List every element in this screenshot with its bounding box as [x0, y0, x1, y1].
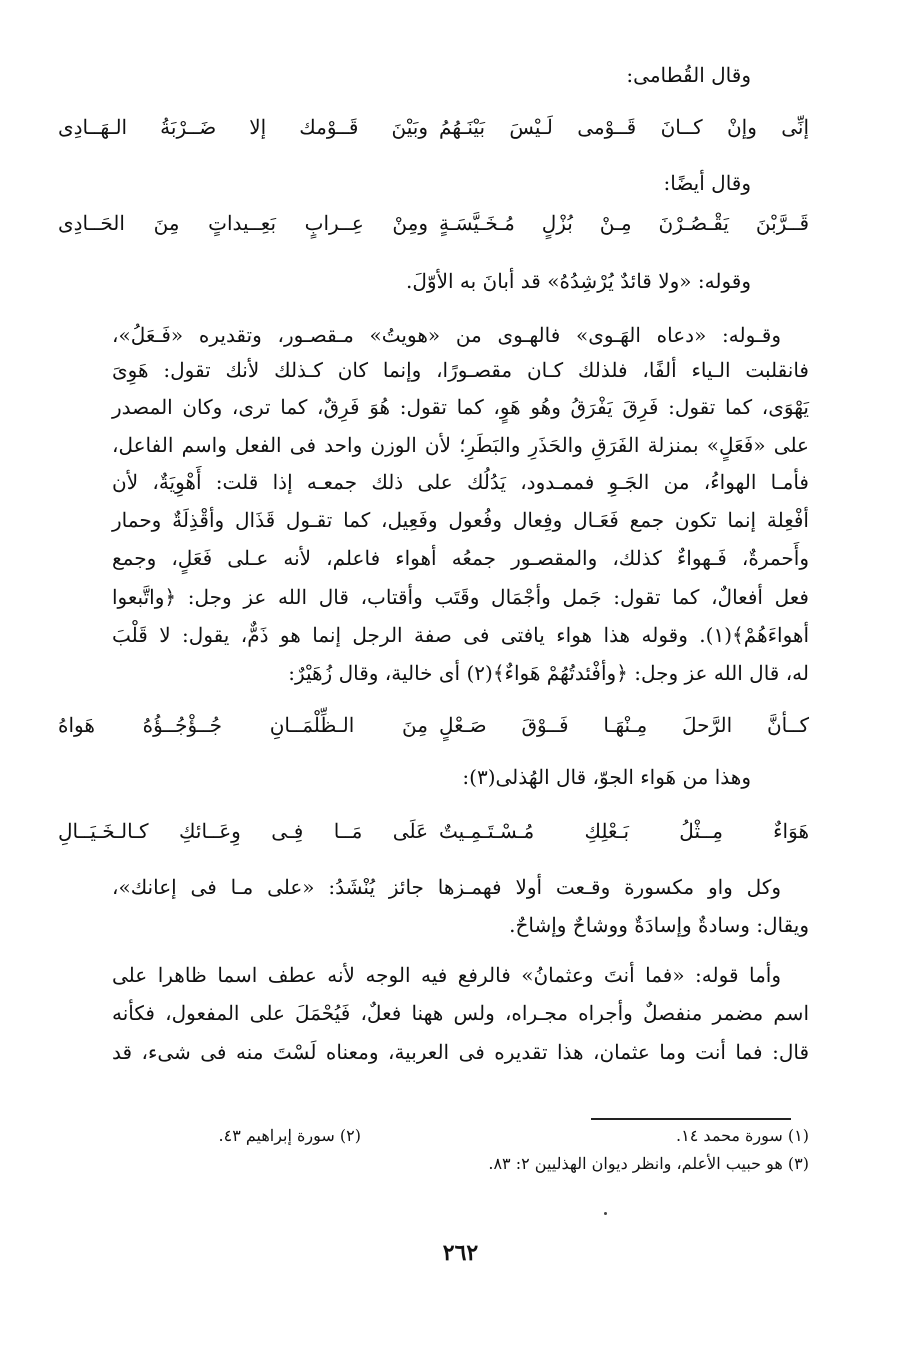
text-line: قال: فما أنت وما عثمان، هذا تقديره فى العربية، ومعناه لَسْتَ منه فى شىء، قد	[112, 1040, 809, 1064]
footnote: (٣) هو حبيب الأعلم، وانظر ديوان الهذليين ٢: ٨٣.	[488, 1154, 809, 1173]
verse-hemistich-second: ومِنْ عِــرابٍ بَعِــيداتٍ مِنَ الحَــادِى	[58, 211, 428, 235]
text-line: وكل واو مكسورة وقـعت أولا فهمـزها جائز يُنْشَدُ: «على مـا فى إعانك»،	[112, 875, 781, 899]
text-line: وقوله: «ولا قائدٌ يُرْشِدُهُ» قد أبانَ به الأوّلَ.	[406, 269, 751, 293]
verse-hemistich-first: كــأنَّ الرَّحلَ مِـنْهَـا فَــوْقَ صَـعْلٍ	[439, 713, 809, 737]
verse-hemistich-first: إنِّى وإنْ كــانَ قَــوْمى لَـيْسَ بَيْنَـهُمُ	[439, 115, 809, 139]
text-line: وهذا من هَواء الجوّ، قال الهُذلى(٣):	[462, 765, 751, 789]
text-line: له، قال الله عز وجل: ﴿وأفْئدتُهُمْ هَواءٌ﴾(٢) أى خالية، وقال زُهَيْرٌ:	[288, 661, 809, 685]
text-line: أفْعِلة إنما تكون جمع فَعَـال وفِعال وفُعول وفَعِيل، كما تقـول قَذَال وأقْذِلَةٌ وحمار	[112, 508, 809, 532]
text-line: أهواءَهُمْ﴾(١). وقوله هذا هواء يافتى فى صفة الرجل إنما هو ذَمٌّ، يقول: لا قَلْبَ	[112, 623, 810, 647]
text-line: وقال أيضًا:	[663, 171, 751, 195]
footnote-separator	[591, 1118, 791, 1120]
text-line: ويقال: وسادةٌ وإسادَةٌ ووشاحٌ وإشاحٌ.	[509, 913, 809, 937]
page-speck	[604, 1212, 607, 1215]
text-line: على «فَعَلٍ» بمنزلة الفَرَقِ والحَذَرِ والبَطَرِ؛ لأن الوزن واحد فى الفعل واسم الفاعل،	[112, 433, 809, 457]
text-line: فعل أفعالٌ، كما تقول: جَمل وأجْمَال وقَتَب وأقتاب، قال الله عز وجل: ﴿واتَّبعوا	[112, 585, 809, 609]
text-line: وأَحمرةٌ، فَـهواءٌ كذلك، والمقصـور جمعُه أهواء فاعلم، لأنه عـلى فَعَلٍ، وجمع	[112, 546, 809, 570]
footnote: (٢) سورة إبراهيم ٤٣.	[218, 1126, 361, 1145]
text-line: فأمـا الهواءُ، من الجَـوِ فممـدود، يَدُلُك على ذلك جمعـه إذا قلت: أَهْوِيَةٌ، لأن	[112, 470, 809, 494]
verse-hemistich-second: وبَيْنَ قَــوْمك إلا ضَــرْبَةُ الـهَــادِى	[58, 115, 428, 139]
footnote: (١) سورة محمد ١٤.	[676, 1126, 809, 1145]
verse-hemistich-second: عَلَى مَــا فِـى وِعَــائكِ كـالـخَـيَــالِ	[58, 819, 428, 843]
verse-hemistich-second: مِنَ الـظِّلْمَــانِ جُــؤْجُــؤُهُ هَواهُ	[58, 713, 428, 737]
text-line: فانقلبت الـياء ألفًا، فلذلك كـان مقصـورًا، وإنما كان كـذلك لأنك تقول: هَوِىَ	[112, 358, 809, 382]
verse-hemistich-first: قَــرَّبْنَ يَقْـصُـرْنَ مِـنْ بُزْلٍ مُـخَـيَّسَـةٍ	[439, 211, 809, 235]
verse-hemistich-first: هَوَاءٌ مِــثْلُ بَـعْلِكِ مُـسْـتَـمِـيتٌ	[439, 819, 809, 843]
text-line: وقـوله: «دعاه الهَـوى» فالهـوى من «هويتُ» مـقصـور، وتقديره «فَـعَلُ»،	[112, 323, 781, 347]
text-line: وأما قوله: «فما أنتَ وعثمانُ» فالرفع فيه الوجه لأنه عطف اسما ظاهرا على	[112, 963, 781, 987]
text-line: اسم مضمر منفصلٌ وأجراه مجـراه، ولس ههنا فعلٌ، فَيُحْمَلَ على المفعول، فكأنه	[112, 1001, 809, 1025]
page-number: ٢٦٢	[442, 1240, 479, 1266]
text-line: يَهْوَى، كما تقول: فَرِقَ يَفْرَقُ وهُو هَوٍ، كما تقول: هُوَ فَرِقٌ، كما ترى، وكان المصدر	[112, 395, 809, 419]
text-line: وقال القُطامى:	[626, 63, 751, 87]
